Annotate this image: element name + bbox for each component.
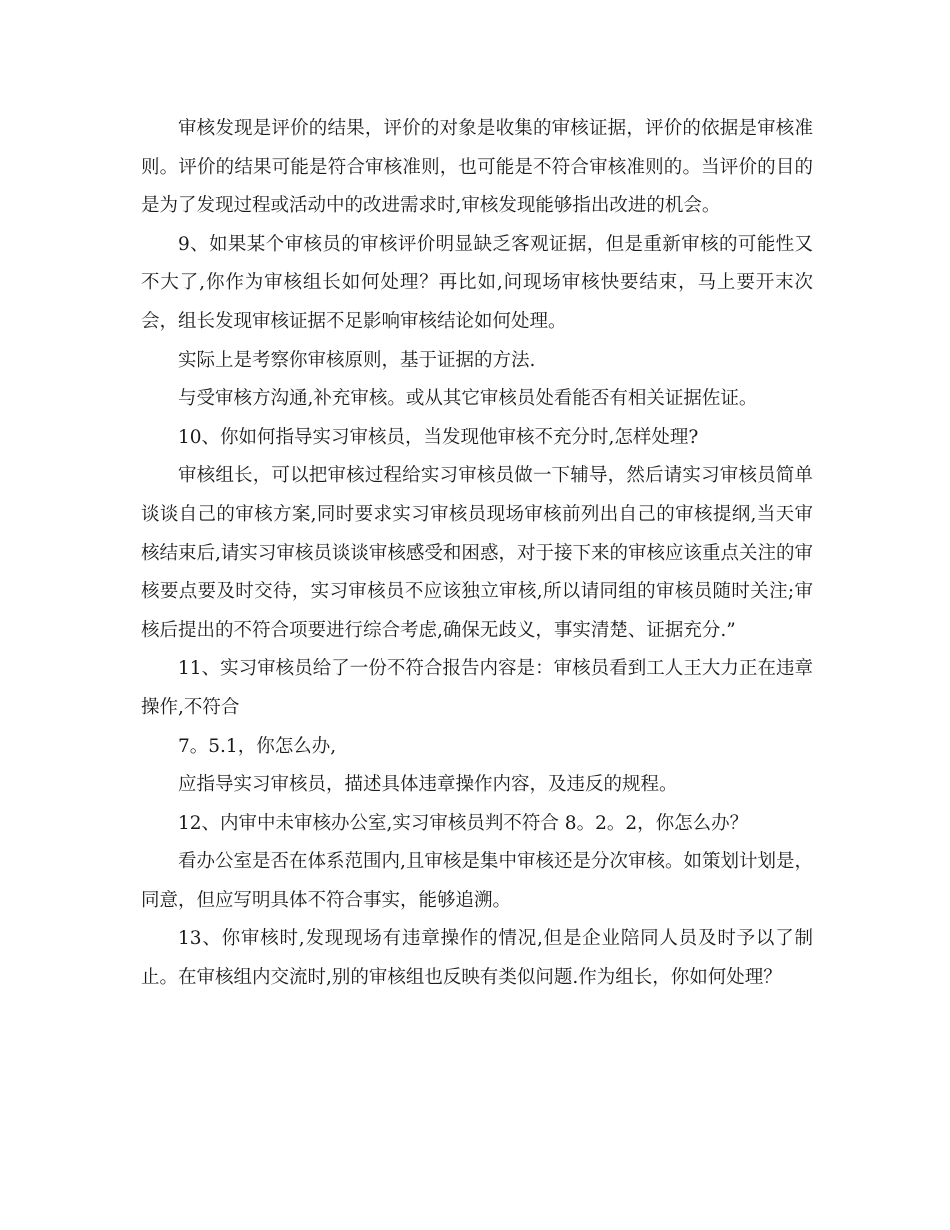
paragraph-answer-10: 审核组长，可以把审核过程给实习审核员做一下辅导，然后请实习审核员简单谈谈自己的审核方案,同时要求实习审核员现场审核前列出自己的审核提纲,当天审核结束后,请实习审核员谈谈审核感受和困惑，对于接下来的审核应该重点关注的审核要点要及时交待，实习审核员不应该独立审核,所以请同组的审核员随时关注;审核后提出的不符合项要进行综合考虑,确保无歧义，事实清楚、证据充分.” <box>141 465 813 641</box>
document-body <box>141 110 813 998</box>
paragraph-question-12: 12、内审中未审核办公室,实习审核员判不符合 8。2。2，你怎么办？ <box>178 812 749 834</box>
paragraph-answer-11: 应指导实习审核员，描述具体违章操作内容，及违反的规程。 <box>178 774 678 796</box>
paragraph-question-11-clause: 7。5.1，你怎么办, <box>178 735 337 757</box>
paragraph-answer-9b: 与受审核方沟通,补充审核。或从其它审核员处看能否有相关证据佐证。 <box>178 388 758 410</box>
paragraph-question-9: 9、如果某个审核员的审核评价明显缺乏客观证据，但是重新审核的可能性又不大了,你作为审核组长如何处理？再比如,问现场审核快要结束，马上要开末次会，组长发现审核证据不足影响审核结论如何处理。 <box>141 233 813 332</box>
paragraph-audit-findings: 审核发现是评价的结果，评价的对象是收集的审核证据，评价的依据是审核准则。评价的结果可能是符合审核准则，也可能是不符合审核准则的。当评价的目的是为了发现过程或活动中的改进需求时,审核发现能够指出改进的机会。 <box>141 118 813 217</box>
paragraph-question-13: 13、你审核时,发现现场有违章操作的情况,但是企业陪同人员及时予以了制止。在审核组内交流时,别的审核组也反映有类似问题.作为组长，你如何处理？ <box>141 928 813 989</box>
paragraph-question-10: 10、你如何指导实习审核员，当发现他审核不充分时,怎样处理? <box>178 426 699 448</box>
paragraph-answer-9a: 实际上是考察你审核原则，基于证据的方法. <box>178 349 536 371</box>
paragraph-answer-12: 看办公室是否在体系范围内,且审核是集中审核还是分次审核。如策划计划是，同意，但应写明具体不符合事实，能够追溯。 <box>141 851 813 911</box>
paragraph-question-11: 11、实习审核员给了一份不符合报告内容是：审核员看到工人王大力正在违章操作,不符合 <box>141 658 813 718</box>
